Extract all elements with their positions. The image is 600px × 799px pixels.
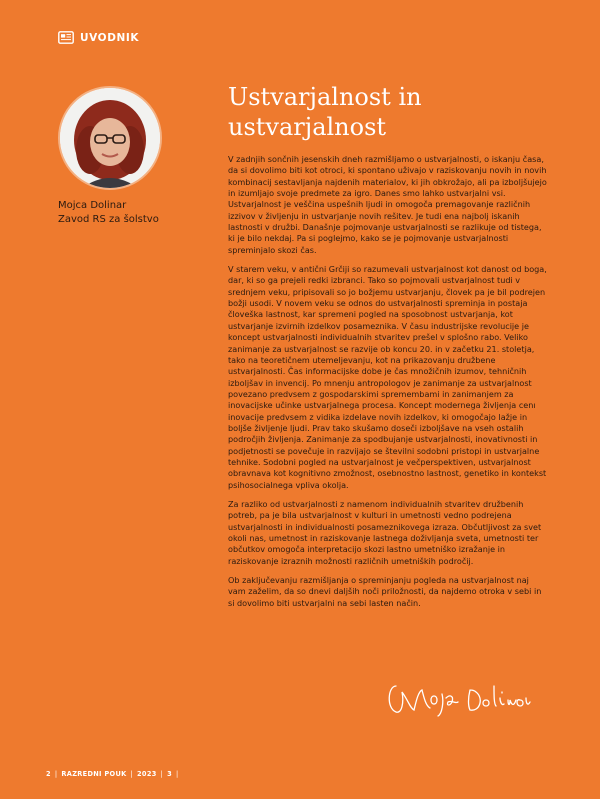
paragraph-4: Ob zaključevanju razmišljanja o spreminjanju pogleda na ustvarjalnost naj vam zaželim, da so dnevi daljših noči priložnosti, da najdemo otroka v sebi in si dovolimo biti ustvarjalni na sebi lasten način. (228, 575, 542, 608)
section-label: UVODNIK (80, 31, 140, 44)
article-body (228, 154, 548, 617)
section-header (58, 31, 139, 44)
page-footer: 2 | RAZREDNI POUK | 2023 | 3 | (46, 770, 179, 778)
portrait-image (60, 88, 160, 188)
newspaper-icon (58, 31, 74, 44)
magazine-name: RAZREDNI POUK (61, 770, 127, 778)
paragraph-2: V starem veku, v antični Grčiji so razumevali ustvarjalnost kot danost od boga, dar, ki so ga prejeli redki izbranci. Tako so pojmovali ustvarjalnost tudi v srednjem veku, pripisovali so jo božjemu ustvarjanju, človek pa je bil podrejen božji usodi. V novem veku se odnos do ustvarjalnosti spreminja in postaja človeška lastnost, kar spremeni pogled na sposobnost ustvarjanja, kot ustvarjanje izvirnih izdelkov posameznika. V času industrijske revolucije je koncept ustvarjalnosti individualnih stvaritev prešel v splošno rabo. Veliko zanimanje za ustvarjalnost se razvije ob koncu 20. in v začetku 21. stoletja, tako na teoretičnem utemeljevanju, kot na prikazovanju družbene ustvarjalnosti. Čas informacijske dobe je čas množičnih izumov, tehničnih izboljšav in invencij. Po mnenju antropologov je zanimanje za ustvarjalnost povezano predvsem z gospodarskimi spremembami in zanimanjem za inovacijske učinke ustvarjalnega procesa. Koncept modernega življenja cenı inovacije predvsem z vidika izdelave novih izdelkov, ki omogočajo lažje in boljše življenje ljudi. Prav tako skušamo doseči izboljšave na vseh ostalih področjih življenja. Zanimanje za spodbujanje ustvarjalnosti, inovativnosti in podjetnosti se povečuje in razvijajo se številni sodobni pristopi in ustvarjalne tehnike. Sodobni pogled na ustvarjalnost je večperspektiven, ustvarjalnost obravnava kot kognitivno zmožnost, osebnostno lastnost, genetiko in kontekst psihosocialnega vpliva okolja. (228, 264, 547, 490)
signature-image (384, 672, 534, 720)
title-line-1: Ustvarjalnost in (228, 83, 422, 111)
issue-number: 3 (167, 770, 173, 778)
author-name: Mojca Dolinar (58, 200, 127, 211)
paragraph-1: V zadnjih sončnih jesenskih dneh razmišljamo o ustvarjalnosti, o iskanju časa, da si dovolimo biti kot otroci, ki spontano uživajo v raziskovanju novih in novih kombinacij sestavljanja najdenih materialov, ki jih obkrožajo, ali pa izboljšujejo in izumljajo svoje predmete za igro. Danes smo lahko ustvarjalni vsi. Ustvarjalnost je veščina uspešnih ljudi in omogoča premagovanje različnih izzivov v življenju in ustvarjanje novih rešitev. Je tudi ena najbolj iskanih lastnosti v družbi. Današnje pojmovanje ustvarjalnosti se razlikuje od tistega, ki je bilo nekdaj. Pa si poglejmo, kako se je pojmovanje ustvarjalnosti spreminjalo skozi čas. (228, 154, 547, 255)
author-affiliation: Zavod RS za šolstvo (58, 214, 159, 225)
page-number: 2 (46, 770, 51, 778)
title-line-2: ustvarjalnost (228, 113, 387, 141)
author-info (58, 199, 159, 227)
article-title (228, 82, 548, 142)
author-photo (58, 86, 162, 190)
issue-year: 2023 (137, 770, 157, 778)
paragraph-3: Za razliko od ustvarjalnosti z namenom individualnih stvaritev družbenih potreb, pa je bila ustvarjalnost v kulturi in umetnosti vedno podrejena ustvarjalnosti in individualnosti posameznikovega izraza. Občutljivost za svet okoli nas, umetnost in raziskovanje lastnega doživljanja sveta, umetnosti ter občutkov omogoča interpretacijo skozi lastno umetniško izražanje in raziskovanje izraznih možnosti različnih umetniških področij. (228, 498, 542, 566)
